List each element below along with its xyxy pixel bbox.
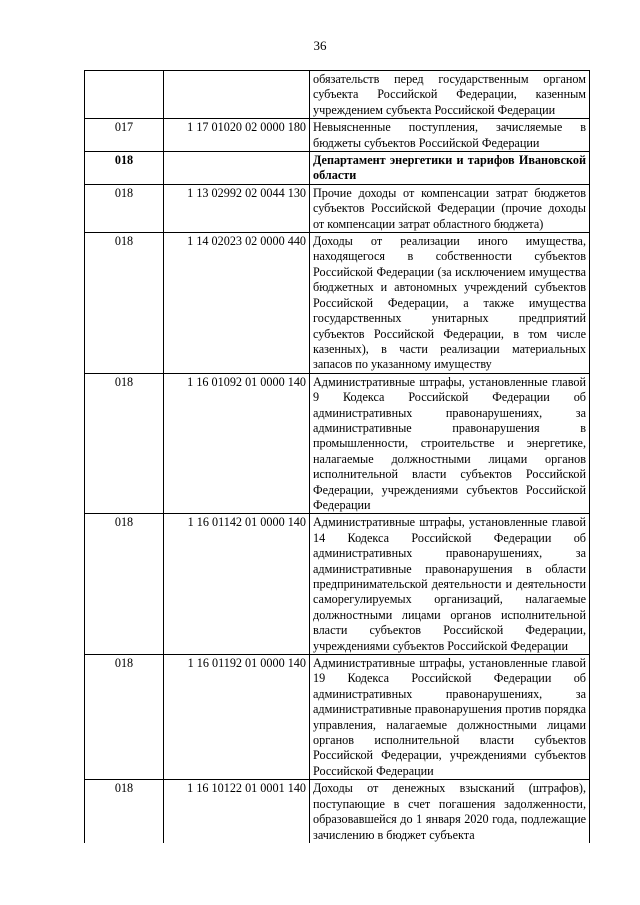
revenue-name-cell: Невыясненные поступления, зачисляемые в бюджеты субъектов Российской Федерации — [310, 119, 590, 152]
table-row — [85, 514, 590, 655]
admin-code-cell — [85, 71, 164, 119]
table-row — [85, 119, 590, 152]
admin-code-cell: 018 — [85, 152, 164, 185]
revenue-name-cell: Административные штрафы, установленные главой 9 Кодекса Российской Федерации об административных правонарушениях, за административные правонарушения в промышленности, строительстве и энергетике, налагаемые должностными лицами органов исполнительной власти субъектов Российской Федерации, учреждениями субъектов Российской Федерации — [310, 373, 590, 514]
revenue-name-cell: Доходы от денежных взысканий (штрафов), поступающие в счет погашения задолженности, образовавшейся до 1 января 2020 года, подлежащие зачислению в бюджет субъекта — [310, 780, 590, 843]
budget-code-cell: 1 17 01020 02 0000 180 — [164, 119, 310, 152]
revenue-name-cell: Доходы от реализации иного имущества, находящегося в собственности субъектов Российской Федерации (за исключением имущества бюджетных и автономных учреждений субъектов Российской Федерации, а также имущества государственных унитарных предприятий субъектов Российской Федерации, в том числе казенных), в части реализации материальных запасов по указанному имуществу — [310, 233, 590, 374]
table-row — [85, 780, 590, 843]
department-name-cell: Департамент энергетики и тарифов Ивановской области — [310, 152, 590, 185]
admin-code-cell: 018 — [85, 184, 164, 232]
admin-code-cell: 018 — [85, 373, 164, 514]
budget-code-cell: 1 16 10122 01 0001 140 — [164, 780, 310, 843]
table-row-department-header — [85, 152, 590, 185]
revenue-name-cell: Административные штрафы, установленные главой 14 Кодекса Российской Федерации об административных правонарушениях, за административные правонарушения в области предпринимательской деятельности и деятельности саморегулируемых организаций, налагаемые должностными лицами органов исполнительной власти субъектов Российской Федерации, учреждениями субъектов Российской Федерации — [310, 514, 590, 655]
budget-code-cell: 1 14 02023 02 0000 440 — [164, 233, 310, 374]
revenue-name-cell: Прочие доходы от компенсации затрат бюджетов субъектов Российской Федерации (прочие доходы от компенсации затрат областного бюджета) — [310, 184, 590, 232]
table-row — [85, 233, 590, 374]
admin-code-cell: 018 — [85, 233, 164, 374]
budget-code-cell: 1 16 01192 01 0000 140 — [164, 655, 310, 780]
budget-code-cell: 1 16 01092 01 0000 140 — [164, 373, 310, 514]
page-number: 36 — [313, 38, 327, 53]
table-row — [85, 655, 590, 780]
admin-code-cell: 018 — [85, 780, 164, 843]
admin-code-cell: 017 — [85, 119, 164, 152]
admin-code-cell: 018 — [85, 514, 164, 655]
revenue-name-cell: обязательств перед государственным органом субъекта Российской Федерации, казенным учреждением субъекта Российской Федерации — [310, 71, 590, 119]
revenue-codes-table — [84, 70, 590, 843]
budget-code-cell — [164, 152, 310, 185]
budget-code-cell: 1 16 01142 01 0000 140 — [164, 514, 310, 655]
budget-code-cell — [164, 71, 310, 119]
budget-code-cell: 1 13 02992 02 0044 130 — [164, 184, 310, 232]
table-row — [85, 184, 590, 232]
table-row — [85, 373, 590, 514]
admin-code-cell: 018 — [85, 655, 164, 780]
revenue-name-cell: Административные штрафы, установленные главой 19 Кодекса Российской Федерации об административных правонарушениях, за административные правонарушения против порядка управления, налагаемые должностными лицами органов исполнительной власти субъектов Российской Федерации, учреждениями субъектов Российской Федерации — [310, 655, 590, 780]
table-row — [85, 71, 590, 119]
